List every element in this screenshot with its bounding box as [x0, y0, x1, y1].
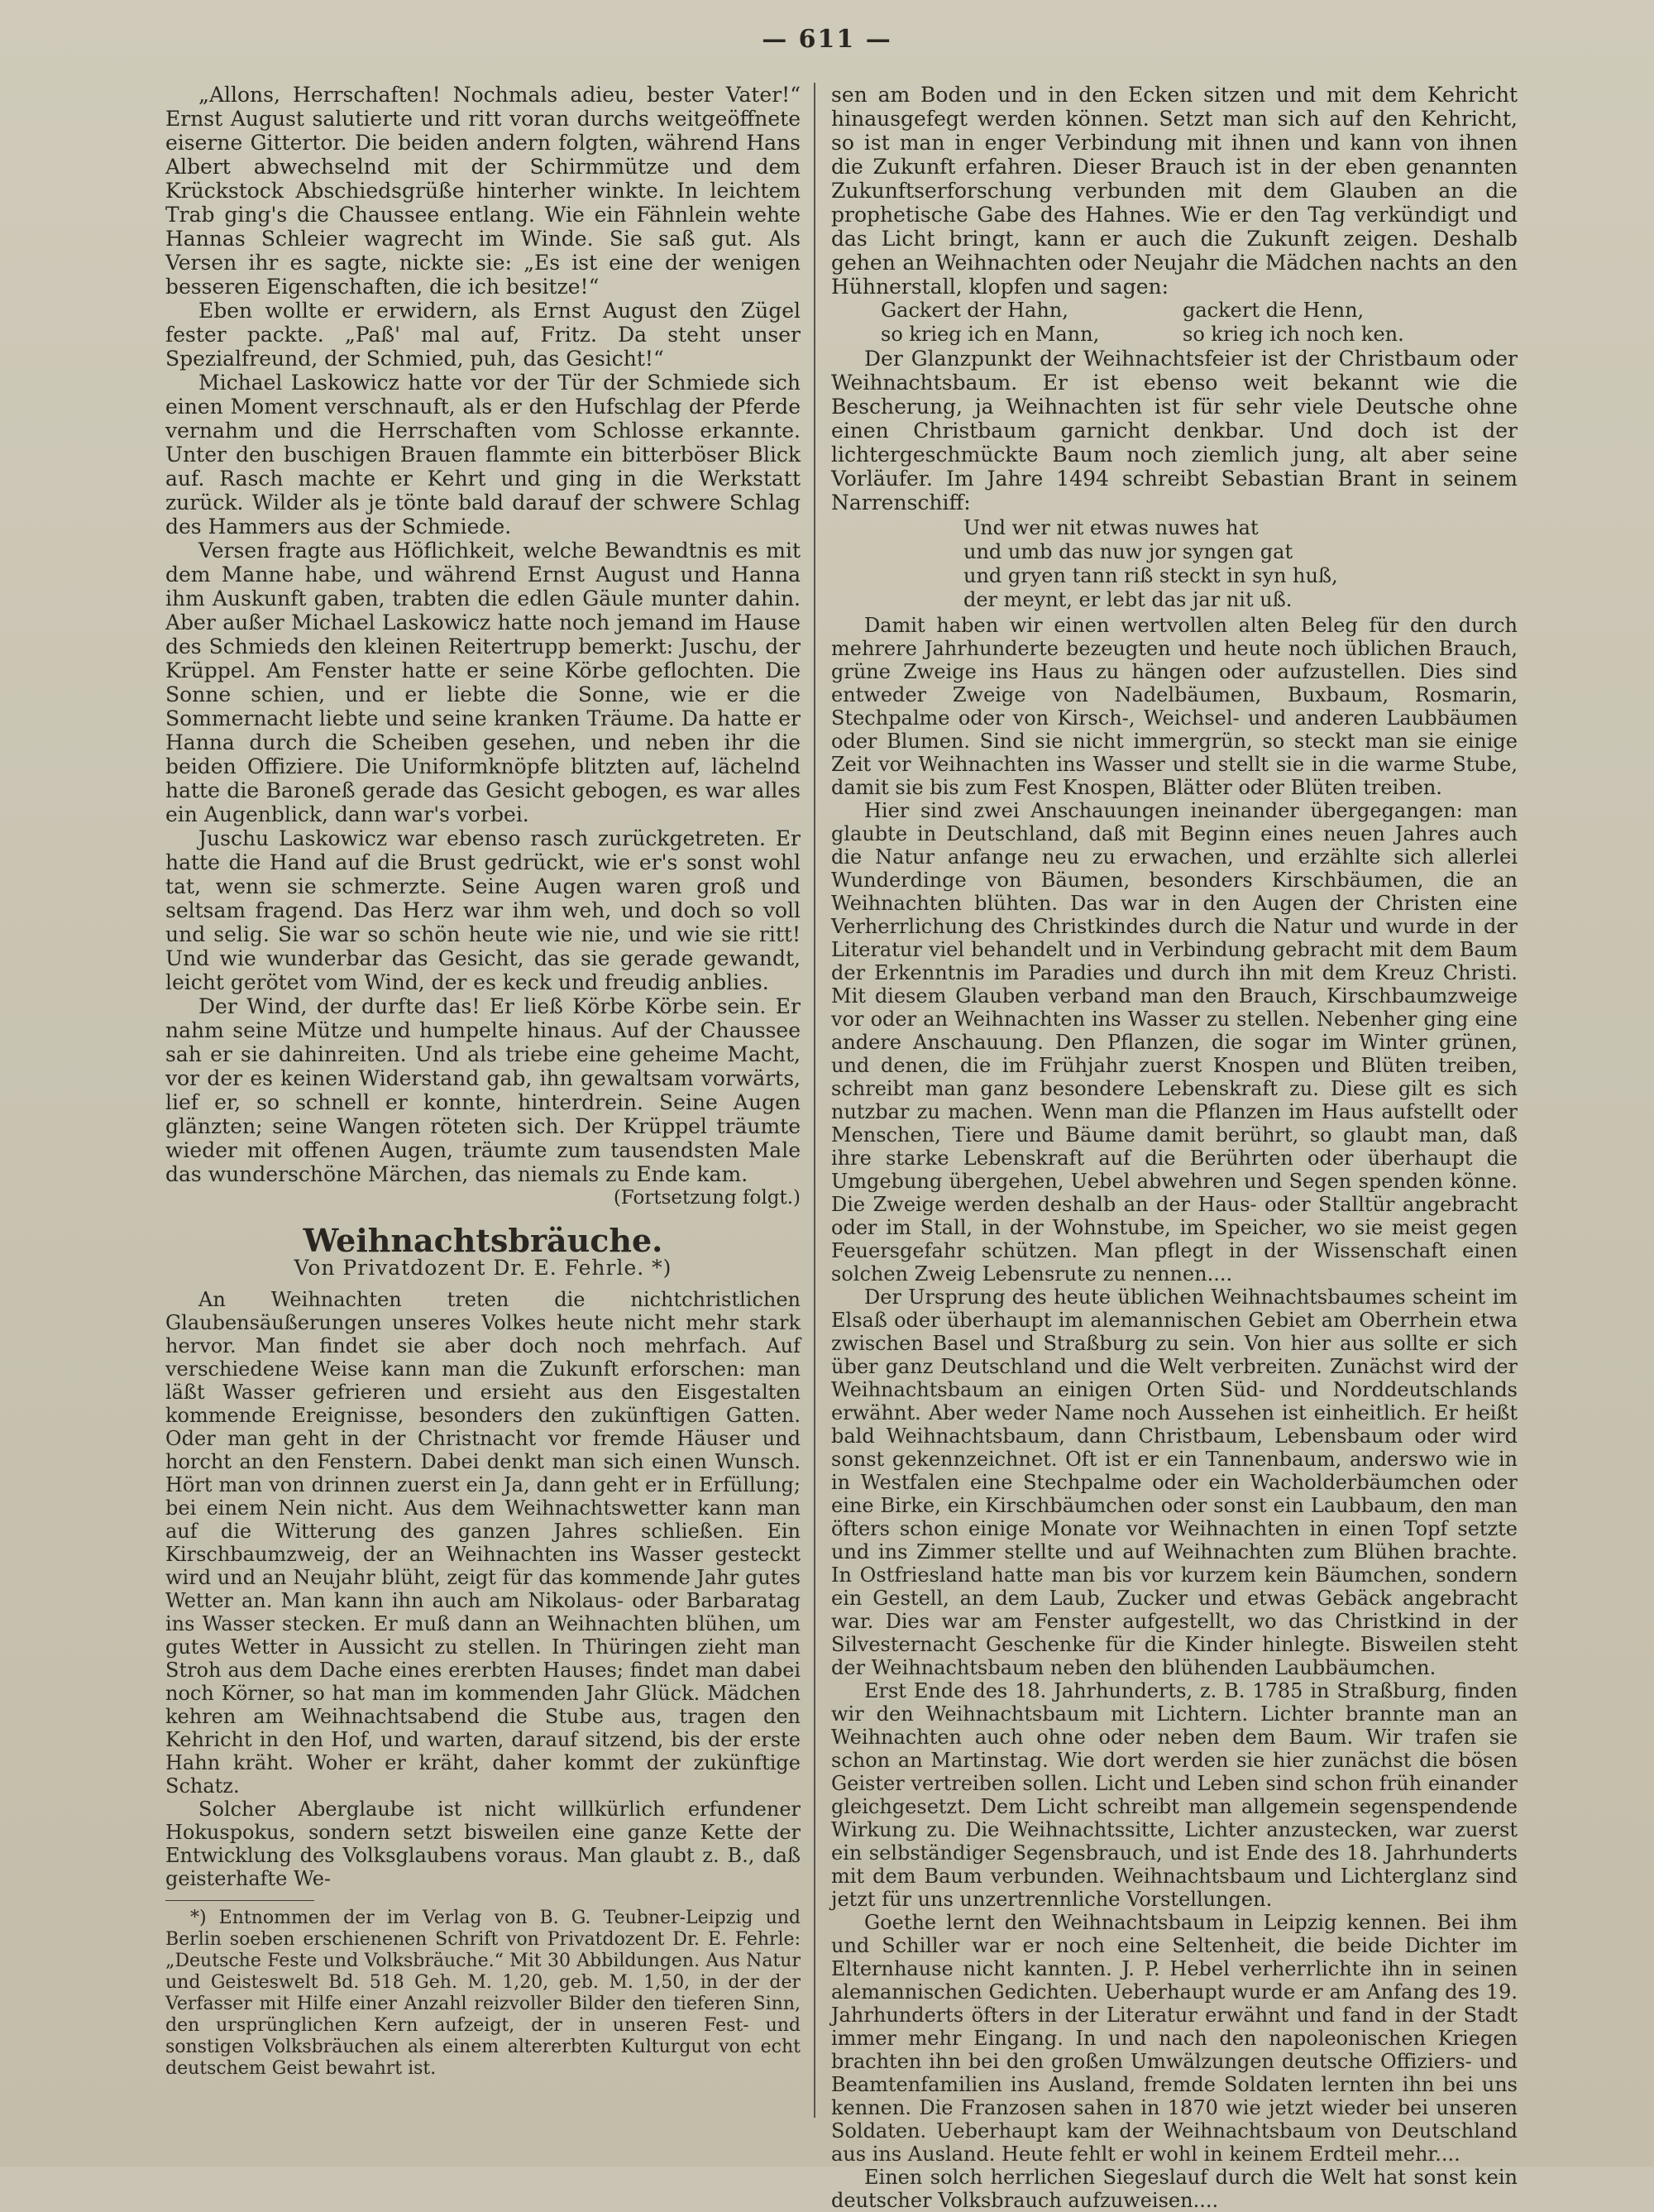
story-paragraph: „Allons, Herrschaften! Nochmals adieu, bester Vater!“ Ernst August salutierte und ritt voran durchs weitgeöffnete eiserne Gittertor. Die beiden andern folgten, während Hans Albert abwechselnd mit der Schirmmütze und dem Krückstock Abschiedsgrüße hinterher winkte. In leichtem Trab ging's die Chaussee entlang. Wie ein Fähnlein wehte Hannas Schleier wagrecht im Winde. Sie saß gut. Als Versen ihr es sagte, nickte sie: „Es ist eine der wenigen besseren Eigenschaften, die ich besitze!“: [165, 83, 801, 299]
article-byline: Von Privatdozent Dr. E. Fehrle. *): [294, 1256, 672, 1280]
story-paragraph: Versen fragte aus Höflichkeit, welche Bewandtnis es mit dem Manne habe, und während Ernst August und Hanna ihm Auskunft gaben, trabten die edlen Gäule munter dahin. Aber außer Michael Laskowicz hatte noch jemand im Hause des Schmieds den kleinen Reitertrupp bemerkt: Juschu, der Krüppel. Am Fenster hatte er seine Körbe geflochten. Die Sonne schien, und er liebte die Sonne, wie er die Sommernacht liebte und seine kranken Träume. Da hatte er Hanna durch die Scheiben gesehen, und neben ihr die beiden Offiziere. Die Uniformknöpfe blitzten auf, lächelnd hatte die Baroneß gerade das Gesicht gebogen, es war alles ein Augenblick, dann war's vorbei.: [165, 539, 801, 826]
article-title: Weihnachtsbräuche.: [303, 1222, 663, 1259]
verse-line: gackert die Henn,: [1183, 299, 1365, 322]
verse-line: so krieg ich noch ken.: [1183, 323, 1404, 346]
article-paragraph: Hier sind zwei Anschauungen ineinander übergegangen: man glaubte in Deutschland, daß mit Beginn eines neuen Jahres auch die Natur anfange neu zu erwachen, und erzählte sich allerlei Wunderdinge von Bäumen, besonders Kirschbäumen, die an Weihnachten blühten. Das war in den Augen der Christen eine Verherrlichung des Christkindes durch die Natur und wurde in der Literatur viel behandelt und in Verbindung gebracht mit dem Baum der Erkenntnis im Paradies und durch ihn mit dem Kreuz Christi. Mit diesem Glauben verband man den Brauch, Kirschbaumzweige vor oder an Weihnachten ins Wasser zu stellen. Nebenher ging eine andere Anschauung. Den Pflanzen, die sogar im Winter grünen, und denen, die im Frühjahr zuerst Knospen und Blüten treiben, schreibt man ganz besondere Lebenskraft zu. Diese gilt es sich nutzbar zu machen. Wenn man die Pflanzen im Haus aufstellt oder Menschen, Tiere und Bäume damit berührt, so glaubt man, daß ihre starke Lebenskraft auf die Berührten oder überhaupt die Umgebung übergehen, Uebel abwehren und Segen spenden könne. Die Zweige werden deshalb an der Haus- oder Stalltür angebracht oder im Stall, in der Wohnstube, im Speicher, wo sie meist gegen Feuersgefahr schützen. Man pflegt in der Wissenschaft einen solchen Zweig Lebensrute zu nennen....: [831, 799, 1518, 1286]
left-column: [165, 83, 801, 2080]
verse-line: so krieg ich en Mann,: [881, 323, 1100, 346]
continuation-note: (Fortsetzung folgt.): [613, 1187, 801, 1209]
footnote-rule: [165, 1900, 314, 1901]
footnote: *) Entnommen der im Verlag von B. G. Teubner-Leipzig und Berlin soeben erschienenen Schrift von Privatdozent Dr. E. Fehrle: „Deutsche Feste und Volksbräuche.“ Mit 30 Abbildungen. Aus Natur und Geisteswelt Bd. 518 Geh. M. 1,20, geb. M. 1,50, in der der Verfasser mit Hilfe einer Anzahl reizvoller Bilder den tieferen Sinn, den ursprünglichen Kern aufzeigt, der in unseren Fest- und sonstigen Volksbräuchen als einem altererbten Kulturgut von echt deutschem Geist bewahrt ist.: [165, 1908, 801, 2079]
brant-poem: [963, 516, 1518, 612]
poem-line: und umb das nuw jor syngen gat: [963, 540, 1293, 563]
article-paragraph: Der Ursprung des heute üblichen Weihnachtsbaumes scheint im Elsaß oder überhaupt im alemannischen Gebiet am Oberrhein etwa zwischen Basel und Straßburg zu sein. Von hier aus sollte er sich über ganz Deutschland und die Welt verbreiten. Zunächst wird der Weihnachtsbaum an einigen Orten Süd- und Norddeutschlands erwähnt. Aber weder Name noch Aussehen ist einheitlich. Er heißt bald Weihnachtsbaum, dann Christbaum, Lebensbaum oder wird sonst gekennzeichnet. Oft ist er ein Tannenbaum, anderswo wie in in Westfalen eine Stechpalme oder ein Wacholderbäumchen oder eine Birke, ein Kirschbäumchen oder sonst ein Laubbaum, den man öfters schon einige Monate vor Weihnachten in einen Topf setzte und ins Zimmer stellte und auf Weihnachten zum Blühen brachte. In Ostfriesland hatte man bis vor kurzem kein Bäumchen, sondern ein Gestell, an dem Laub, Zucker und etwas Gebäck angebracht war. Dies war am Fenster aufgestellt, wo das Christkind in der Silvesternacht Geschenke für die Kinder hinlegte. Bisweilen steht der Weihnachtsbaum neben den blühenden Laubbäumchen.: [831, 1286, 1518, 1679]
article-paragraph: Damit haben wir einen wertvollen alten Beleg für den durch mehrere Jahrhunderte bezeugten und heute noch üblichen Brauch, grüne Zweige ins Haus zu hängen oder aufzustellen. Dies sind entweder Zweige von Nadelbäumen, Buxbaum, Rosmarin, Stechpalme oder von Kirsch-, Weichsel- und anderen Laubbäumen oder Blumen. Sind sie nicht immergrün, so steckt man sie einige Zeit vor Weihnachten ins Wasser und stellt sie in die warme Stube, damit sie bis zum Fest Knospen, Blätter oder Blüten treiben.: [831, 614, 1518, 799]
article-paragraph: sen am Boden und in den Ecken sitzen und mit dem Kehricht hinausgefegt werden können. Setzt man sich auf den Kehricht, so ist man in enger Verbindung mit ihnen und kann von ihnen die Zukunft erfahren. Dieser Brauch ist in der eben genannten Zukunftserforschung verbunden mit dem Glauben an die prophetische Gabe des Hahnes. Wie er den Tag verkündigt und das Licht bringt, kann er auch die Zukunft zeigen. Deshalb gehen an Weihnachten oder Neujahr die Mädchen nachts an den Hühnerstall, klopfen und sagen:: [831, 83, 1518, 299]
story-paragraph: Der Wind, der durfte das! Er ließ Körbe Körbe sein. Er nahm seine Mütze und humpelte hinaus. Auf der Chaussee sah er sie dahinreiten. Und als triebe eine geheime Macht, vor der es keinen Widerstand gab, ihn gewaltsam vorwärts, lief er, so schnell er konnte, hinterdrein. Seine Augen glänzten; seine Wangen röteten sich. Der Krüppel träumte wieder mit offenen Augen, träumte zum tausendsten Male das wunderschöne Märchen, das niemals zu Ende kam.: [165, 994, 801, 1186]
story-paragraph: Eben wollte er erwidern, als Ernst August den Zügel fester packte. „Paß' mal auf, Fritz. Da steht unser Spezialfreund, der Schmied, puh, das Gesicht!“: [165, 299, 801, 371]
column-divider: [814, 83, 815, 2118]
poem-line: Und wer nit etwas nuwes hat: [963, 516, 1259, 539]
verse-line: Gackert der Hahn,: [881, 299, 1068, 322]
article-paragraph: Solcher Aberglaube ist nicht willkürlich erfundener Hokuspokus, sondern setzt bisweilen eine ganze Kette der Entwicklung des Volksglaubens voraus. Man glaubt z. B., daß geisterhafte We-: [165, 1798, 801, 1890]
article-paragraph: An Weihnachten treten die nichtchristlichen Glaubensäußerungen unseres Volkes heute nicht mehr stark hervor. Man findet sie aber doch noch mehrfach. Auf verschiedene Weise kann man die Zukunft erforschen: man läßt Wasser gefrieren und ersieht aus den Eisgestalten kommende Ereignisse, besonders den zukünftigen Gatten. Oder man geht in der Christnacht vor fremde Häuser und horcht an den Fenstern. Dabei denkt man sich einen Wunsch. Hört man von drinnen zuerst ein Ja, dann geht er in Erfüllung; bei einem Nein nicht. Aus dem Weihnachtswetter kann man auf die Witterung des ganzen Jahres schließen. Ein Kirschbaumzweig, der an Weihnachten ins Wasser gesteckt wird und an Neujahr blüht, zeigt für das kommende Jahr gutes Wetter an. Man kann ihn auch am Nikolaus- oder Barbaratag ins Wasser stecken. Er muß dann an Weihnachten blühen, um gutes Wetter in Aussicht zu stellen. In Thüringen zieht man Stroh aus dem Dache eines ererbten Hauses; findet man dabei noch Körner, so hat man im kommenden Jahr Glück. Mädchen kehren am Weihnachtsabend die Stube aus, tragen den Kehricht in den Hof, und warten, darauf sitzend, bis der erste Hahn kräht. Woher er kräht, daher kommt der zukünftige Schatz.: [165, 1288, 801, 1798]
poem-line: der meynt, er lebt das jar nit uß.: [963, 588, 1293, 611]
story-paragraph: Juschu Laskowicz war ebenso rasch zurückgetreten. Er hatte die Hand auf die Brust gedrückt, wie er's sonst wohl tat, wenn sie schmerzte. Seine Augen waren groß und seltsam fragend. Das Herz war ihm weh, und doch so voll und selig. Sie war so schön heute wie nie, und wie sie ritt! Und wie wunderbar das Gesicht, das sie gerade gewandt, leicht gerötet vom Wind, der es keck und freudig anblies.: [165, 826, 801, 994]
folk-verse: [881, 299, 1484, 347]
page-number: — 611 —: [762, 25, 892, 54]
right-column: [831, 83, 1518, 2212]
article-paragraph: Einen solch herrlichen Siegeslauf durch die Welt hat sonst kein deutscher Volksbrauch aufzuweisen....: [831, 2166, 1518, 2212]
article-paragraph: Goethe lernt den Weihnachtsbaum in Leipzig kennen. Bei ihm und Schiller war er noch eine Seltenheit, die beide Dichter im Elternhause nicht kannten. J. P. Hebel verherrlichte ihn in seinen alemannischen Gedichten. Ueberhaupt wurde er am Anfang des 19. Jahrhunderts öfters in der Literatur erwähnt und fand in der Stadt immer mehr Eingang. In und nach den napoleonischen Kriegen brachten ihn bei den großen Umwälzungen deutsche Offiziers- und Beamtenfamilien ins Ausland, fremde Soldaten lernten ihn bei uns kennen. Die Franzosen sahen in 1870 wie jetzt wieder bei unseren Soldaten. Ueberhaupt kam der Weihnachtsbaum von Deutschland aus ins Ausland. Heute fehlt er wohl in keinem Erdteil mehr....: [831, 1911, 1518, 2166]
poem-line: und gryen tann riß steckt in syn huß,: [963, 564, 1338, 587]
article-paragraph: Der Glanzpunkt der Weihnachtsfeier ist der Christbaum oder Weihnachtsbaum. Er ist ebenso weit bekannt wie die Bescherung, ja Weihnachten ist für sehr viele Deutsche ohne einen Christbaum garnicht denkbar. Und doch ist der lichtergeschmückte Baum noch ziemlich jung, alt aber seine Vorläufer. Im Jahre 1494 schreibt Sebastian Brant in seinem Narrenschiff:: [831, 347, 1518, 515]
article-paragraph: Erst Ende des 18. Jahrhunderts, z. B. 1785 in Straßburg, finden wir den Weihnachtsbaum mit Lichtern. Lichter brannte man an Weihnachten auch ohne oder neben dem Baum. Wir trafen sie schon an Martinstag. Wie dort werden sie hier zunächst die bösen Geister vertreiben sollen. Licht und Leben sind schon früh einander gleichgesetzt. Dem Licht schreibt man allgemein segenspendende Wirkung zu. Die Weihnachtssitte, Lichter anzustecken, war zuerst ein selbständiger Segensbrauch, und ist Ende des 18. Jahrhunderts mit dem Baum verbunden. Weihnachtsbaum und Lichterglanz sind jetzt für uns unzertrennliche Vorstellungen.: [831, 1679, 1518, 1911]
story-paragraph: Michael Laskowicz hatte vor der Tür der Schmiede sich einen Moment verschnauft, als er den Hufschlag der Pferde vernahm und die Herrschaften vom Schlosse erkannte. Unter den buschigen Brauen flammte ein bitterböser Blick auf. Rasch machte er Kehrt und ging in die Werkstatt zurück. Wilder als je tönte bald darauf der schwere Schlag des Hammers aus der Schmiede.: [165, 371, 801, 539]
